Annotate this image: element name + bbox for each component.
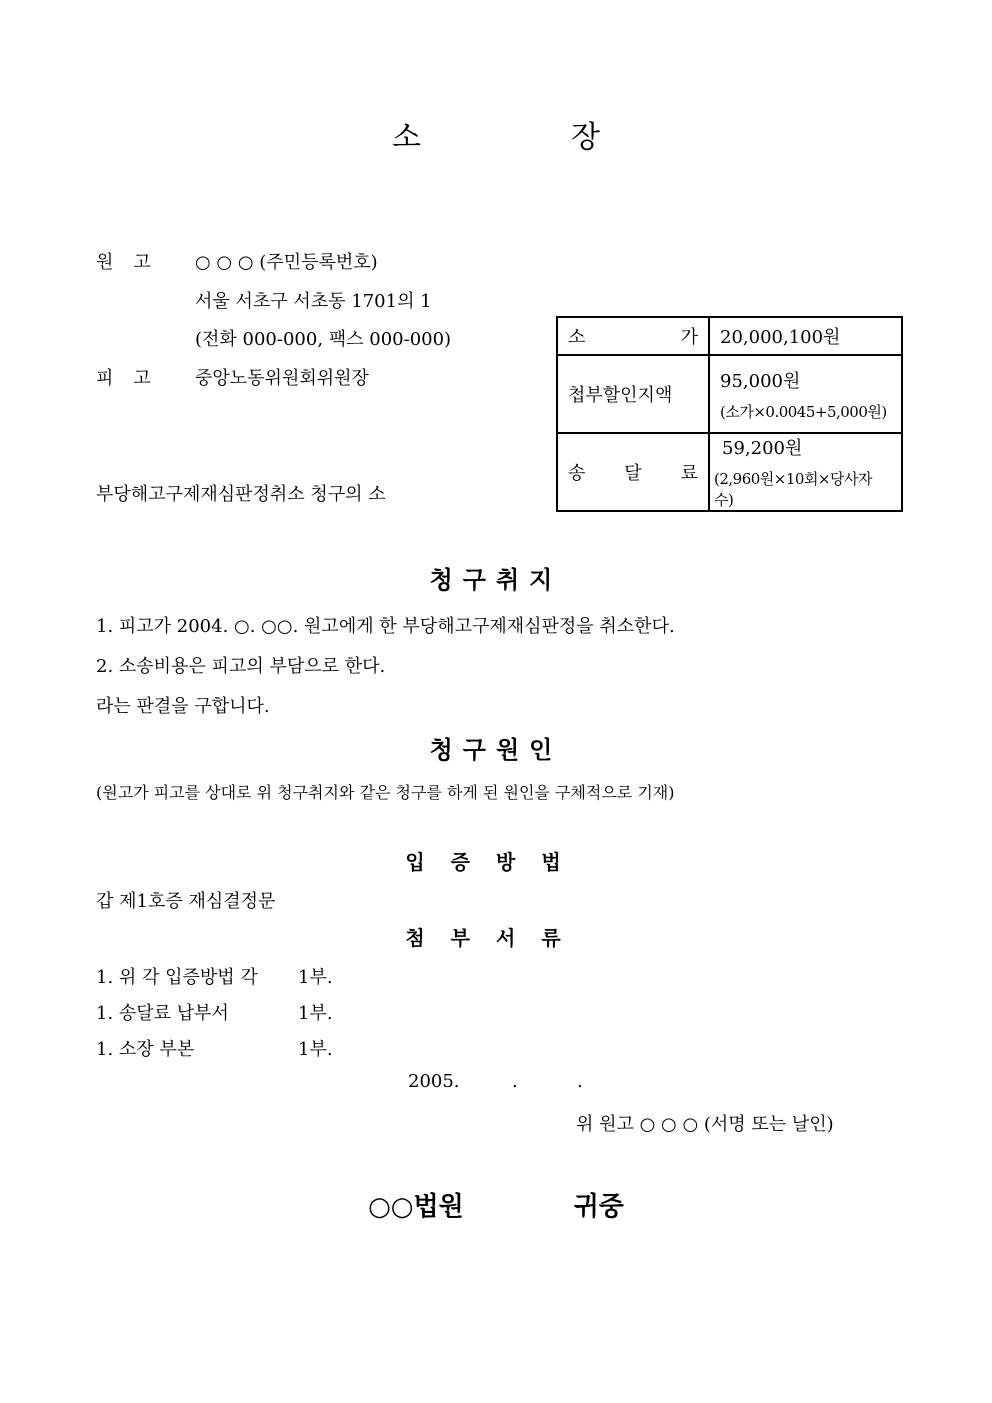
attachments-heading: 첨부서류 xyxy=(405,926,587,950)
claim-purpose-item: 1. 피고가 2004. ○. ○○. 원고에게 한 부당해고구제재심판정을 취소한다. xyxy=(96,616,675,637)
claim-purpose-item: 라는 판결을 구합니다. xyxy=(96,696,270,717)
plaintiff-contact: (전화 000-000, 팩스 000-000) xyxy=(195,329,452,350)
attachment-count: 1부. xyxy=(298,967,333,988)
fee-row xyxy=(557,355,902,433)
fee-note: (2,960원×10회×당사자수) xyxy=(714,470,872,509)
evidence-item: 갑 제1호증 재심결정문 xyxy=(96,891,276,912)
attachment-name: 1. 위 각 입증방법 각 xyxy=(96,967,258,988)
claim-purpose-item: 2. 소송비용은 피고의 부담으로 한다. xyxy=(96,656,386,677)
signature-line: 위 원고 ○ ○ ○ (서명 또는 날인) xyxy=(576,1114,834,1135)
fee-row xyxy=(557,433,902,511)
fee-key: 송 달 료 xyxy=(568,463,698,484)
fee-table xyxy=(556,316,903,512)
fee-key: 소 가 xyxy=(568,327,698,348)
claim-cause-note: (원고가 피고를 상대로 위 청구취지와 같은 청구를 하게 된 원인을 구체적으로 기재) xyxy=(96,783,675,802)
document-title xyxy=(0,112,992,156)
court-name: ○○법원 xyxy=(368,1192,464,1222)
fee-note: (소가×0.0045+5,000원) xyxy=(720,402,887,421)
attachment-count: 1부. xyxy=(298,1003,333,1024)
evidence-heading: 입증방법 xyxy=(405,850,587,874)
fee-value: 20,000,100원 xyxy=(709,317,902,355)
case-name: 부당해고구제재심판정취소 청구의 소 xyxy=(96,484,386,505)
fee-value-cell xyxy=(709,433,902,511)
plaintiff-label: 원고 xyxy=(96,252,171,273)
court-suffix: 귀중 xyxy=(573,1192,624,1222)
fee-key-cell xyxy=(557,317,709,355)
date-day: . xyxy=(577,1071,583,1092)
claim-cause-heading: 청구원인 xyxy=(429,735,563,764)
plaintiff-name: ○ ○ ○ (주민등록번호) xyxy=(195,252,378,273)
fee-key: 첩부할인지액 xyxy=(557,355,709,433)
fee-row xyxy=(557,317,902,355)
defendant-label: 피고 xyxy=(96,368,171,389)
title-right: 장 xyxy=(571,120,600,155)
date-year: 2005. xyxy=(408,1071,460,1092)
fee-value: 95,000원 xyxy=(720,370,801,392)
title-left: 소 xyxy=(392,120,421,155)
date-month: . xyxy=(512,1071,518,1092)
attachment-name: 1. 소장 부본 xyxy=(96,1039,195,1060)
court-addressee xyxy=(0,1186,992,1223)
attachment-name: 1. 송달료 납부서 xyxy=(96,1003,229,1024)
attachment-count: 1부. xyxy=(298,1039,333,1060)
defendant-name: 중앙노동위원회위원장 xyxy=(195,368,369,389)
fee-value: 59,200원 xyxy=(722,438,803,459)
fee-value-cell xyxy=(709,355,902,433)
fee-key-cell xyxy=(557,433,709,511)
plaintiff-address: 서울 서초구 서초동 1701의 1 xyxy=(195,291,432,312)
claim-purpose-heading: 청구취지 xyxy=(429,565,563,594)
